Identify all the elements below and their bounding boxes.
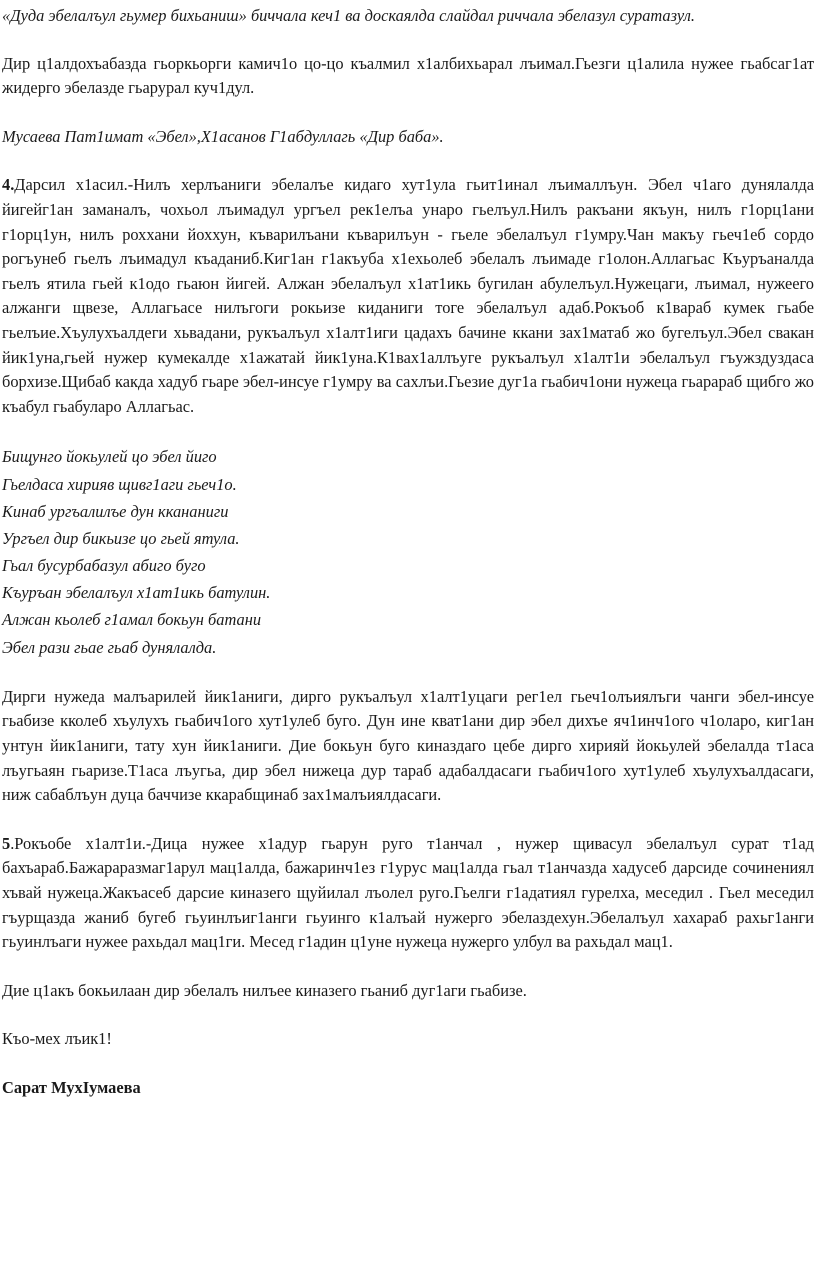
poem-line: Къуръан эбелалъул х1ат1икь батулин.: [2, 583, 271, 603]
signature: Сарат МухIумаева: [2, 1077, 141, 1097]
poem-line: Кинаб ургъалилъе дун ккананиги: [2, 501, 229, 521]
poem-line: Алжан кьолеб г1амал бокьун батани: [2, 610, 262, 630]
authors-line: Мусаева Пат1имат «Эбел»,Х1асанов Г1абдуллагь «Дир баба».: [2, 126, 444, 146]
closing-paragraph: Дие ц1акъ бокьилаан дир эбелалъ нилъее киназего гьаниб дуг1аги гьабизе.: [2, 980, 527, 1000]
poem-line: Бищунго йокьулей цо эбел йиго: [2, 447, 217, 467]
poem-line: Гьелдаса хирияв щивг1аги гьеч1о.: [2, 474, 237, 494]
section-5-number: 5: [2, 833, 11, 853]
poem-line: Эбел рази гьае гьаб дунялалда.: [2, 637, 217, 657]
poem-line: Ургъел дир бикьизе цо гьей ятула.: [2, 528, 240, 548]
poem: [2, 443, 814, 661]
after-poem-paragraph: Дирги нужеда малъарилей йик1аниги, дирго рукъалъул х1алт1уцаги рег1ел гьеч1олъиялъги чанги эбел-инсуе гьабизе кколеб хъулухъ гьабич1ого хут1улеб буго. Дун ине кват1ани дир эбел дихъе яч1инч1ого ч1оларо, киг1ан унтун йик1аниги, тату хун йик1аниги. Дие бокьун буго киназдаго цебе дирго хирияй йокьулей эбелалда т1аса лъугьаян гьаризе.Т1аса лъугьа, дир эбел нижеца дур тараб адабалдасаги гьабич1ого хут1улеб хъулухъалдасаги, ниж сабаблъун дуца баччизе ккарабщинаб зах1малъиялдасаги.: [2, 686, 814, 805]
farewell-line: Къо-мех лъик1!: [2, 1029, 112, 1049]
section-5-text: .Рокъобе х1алт1и.-Дица нужее х1адур гьарун руго т1анчал , нужер щивасул эбелалъул сурат т1ад бахъараб.Бажараразмаг1арул мац1алда, бажаринч1ез г1урус мац1алда гьал т1анчазда хадусеб дарсиде сочинениял хъвай нужеца.Жакъасеб дарсие киназего щуйилал лъолел руго.Гьелги г1адатиял гурелха, меседил . Гьел меседил гъурщазда жаниб бугеб гьуинлъиг1анги гьуинго к1алъай нужерго эбелаздехун.Эбелалъул хахараб рахьг1анги гьуинлъаги нужее рахьдал мац1ги. Месед г1адин ц1уне нужеца нужерго улбул ва рахьдал мац1.: [2, 833, 814, 952]
header-line: «Дуда эбелалъул гьумер бихьаниш» биччала кеч1 ва доскаялда слайдал риччала эбелазул суратазул.: [2, 6, 695, 25]
section-4-paragraph: [2, 173, 814, 419]
intro-paragraph: Дир ц1алдохъабазда гьоркьорги камич1о цо-цо къалмил х1албихьарал лъимал.Гьезги ц1алила нужее гьабсаг1ат жидерго эбелазде гьарурал куч1дул.: [2, 53, 814, 98]
section-4-text: Дарсил х1асил.-Нилъ херлъаниги эбелалъе кидаго хут1ула гьит1инал лъималлъун. Эбел ч1аго дунялалда йигейг1ан заманалъ, чохьол лъимадул ургъел рек1елъа унаро гьелъул.Нилъ ракъани якъун, нилъ г1орц1ани г1орц1ун, нилъ роххани йоххун, къварилъани къварилъун - гьеле эбелалъул г1умру.Чан макъу гьеч1еб сордо рогъунеб гьелъ лъимадул къаданиб.Киг1ан г1акъуба х1ехьолеб эбелалъ лъимадe г1олон.Аллагьас Къуръаналда гьелъ ятила гьей к1одо гьаюн йигей. Алжан эбелалъул х1ат1икь бугилан абулелъул.Нужецаги, лъимал, нужеего алжанги щвезе, Аллагьасе нилъгоги рокьизе киданиги тоге эбелалъул адаб.Рокъоб к1вараб кумек гьабе гьелъие.Хъулухъалдеги хьвадани, рукъалъул х1алт1иги цадахъ бачине ккани зах1матаб жо бугелъул.Эбел свакан йик1уна,гьей нужер кумекалде х1ажатай йик1уна.К1вах1аллъуге рукъалъул х1алт1и эбелалъул гъужздуздаса борхизе.Щибаб какда хадуб гьаре эбел-инсуе г1умру ва сахлъи.Гьезие дуг1а гьабич1они нужеца гьарараб щибго жо къабул гьабуларо Аллагьас.: [2, 175, 814, 416]
poem-line: Гьал бусурбабазул абиго буго: [2, 556, 206, 576]
section-4-number: 4.: [2, 175, 15, 195]
section-5-paragraph: [2, 832, 814, 955]
